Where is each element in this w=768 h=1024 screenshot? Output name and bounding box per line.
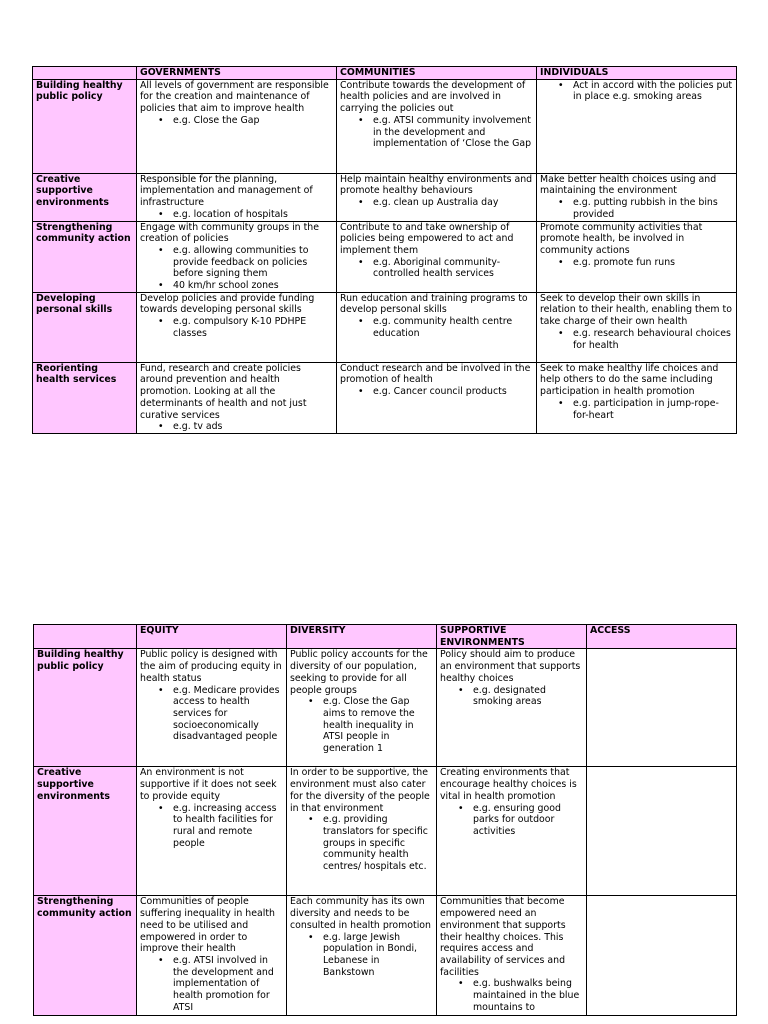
bullet-list bbox=[290, 932, 433, 979]
cell-text: Seek to develop their own skills in relation to their health, enabling them to take charge of their own health bbox=[540, 292, 732, 328]
table-row bbox=[33, 221, 737, 292]
table-cell bbox=[287, 649, 437, 767]
cell-text: All levels of government are responsible for the creation and maintenance of policies that aim to improve health bbox=[140, 79, 329, 115]
cell-text: Help maintain healthy environments and promote healthy behaviours bbox=[340, 173, 533, 197]
bullet-list bbox=[440, 978, 583, 1013]
row-label: Developing personal skills bbox=[33, 292, 137, 362]
bullet-list bbox=[140, 316, 333, 339]
bullet-list bbox=[140, 421, 333, 433]
table-row bbox=[34, 896, 737, 1016]
cell-text: Policy should aim to produce an environment that supports healthy choices bbox=[440, 649, 581, 684]
bullet-item: • e.g. clean up Australia day bbox=[373, 197, 533, 209]
cell-text: Public policy accounts for the diversity of our population, seeking to provide for all people groups bbox=[290, 649, 428, 696]
cell-text: Make better health choices using and maintaining the environment bbox=[540, 173, 717, 197]
row-label: Strengthening community action bbox=[34, 896, 137, 1016]
table-cell bbox=[137, 767, 287, 896]
bullet-list bbox=[140, 955, 283, 1014]
header-governments: GOVERNMENTS bbox=[137, 67, 337, 80]
header-cell-empty bbox=[33, 67, 137, 80]
table-row bbox=[34, 649, 737, 767]
table-cell bbox=[137, 79, 337, 173]
row-label: Strengthening community action bbox=[33, 221, 137, 292]
cell-text: Communities that become empowered need an environment that supports their healthy choices. This requires access and availability of services and facilities bbox=[440, 896, 566, 978]
table-cell bbox=[287, 896, 437, 1016]
bullet-item: • e.g. large Jewish population in Bondi, Lebanese in Bankstown bbox=[323, 932, 433, 979]
cell-text: Contribute towards the development of health policies and are involved in carrying the policies out bbox=[340, 79, 526, 115]
header-equity: EQUITY bbox=[137, 625, 287, 649]
table-cell bbox=[137, 221, 337, 292]
bullet-item: • e.g. Cancer council products bbox=[373, 386, 533, 398]
table-cell bbox=[287, 767, 437, 896]
header-access: ACCESS bbox=[587, 625, 737, 649]
bullet-item: • e.g. Medicare provides access to health services for socioeconomically disadvantaged people bbox=[173, 685, 283, 744]
bullet-item: • Act in accord with the policies put in place e.g. smoking areas bbox=[573, 80, 733, 103]
bullet-item: • e.g. participation in jump-rope-for-heart bbox=[573, 398, 733, 421]
table-cell bbox=[337, 79, 537, 173]
table-cell bbox=[137, 896, 287, 1016]
header-supportive-environments: SUPPORTIVE ENVIRONMENTS bbox=[437, 625, 587, 649]
bullet-list bbox=[340, 257, 533, 280]
table-row bbox=[33, 79, 737, 173]
bullet-list bbox=[140, 245, 333, 292]
cell-text: Seek to make healthy life choices and help others to do the same including participation in health promotion bbox=[540, 362, 719, 398]
cell-text: Engage with community groups in the creation of policies bbox=[140, 221, 319, 245]
cell-text: Run education and training programs to develop personal skills bbox=[340, 292, 528, 316]
cell-text: Each community has its own diversity and needs to be consulted in health promotion bbox=[290, 896, 431, 931]
bullet-list bbox=[140, 803, 283, 850]
table-header-row bbox=[33, 67, 737, 80]
bullet-list bbox=[540, 398, 733, 421]
table-cell bbox=[537, 79, 737, 173]
health-promotion-principles-table bbox=[33, 624, 737, 1016]
table-row bbox=[34, 767, 737, 896]
bullet-list bbox=[540, 328, 733, 351]
bullet-item: • e.g. research behavioural choices for health bbox=[573, 328, 733, 351]
cell-text: Responsible for the planning, implementation and management of infrastructure bbox=[140, 173, 313, 209]
table-cell bbox=[437, 767, 587, 896]
cell-text: Fund, research and create policies around prevention and health promotion. Looking at all the determinants of health and not just curative services bbox=[140, 362, 307, 421]
table-cell bbox=[137, 173, 337, 221]
bullet-item: • e.g. ensuring good parks for outdoor activities bbox=[473, 803, 583, 838]
bullet-list bbox=[440, 803, 583, 838]
bullet-item: • e.g. community health centre education bbox=[373, 316, 533, 339]
cell-text: Promote community activities that promote health, be involved in community actions bbox=[540, 221, 703, 256]
health-action-areas-by-group-table bbox=[32, 66, 737, 434]
header-communities: COMMUNITIES bbox=[337, 67, 537, 80]
bullet-item: • e.g. ATSI community involvement in the development and implementation of ‘Close the Gap bbox=[373, 115, 533, 150]
row-label: Reorienting health services bbox=[33, 362, 137, 433]
bullet-list bbox=[290, 696, 433, 755]
table-cell bbox=[537, 362, 737, 433]
table-cell bbox=[437, 896, 587, 1016]
cell-text: An environment is not supportive if it does not seek to provide equity bbox=[140, 767, 277, 802]
row-label: Building healthy public policy bbox=[33, 79, 137, 173]
bullet-list bbox=[340, 386, 533, 398]
cell-text: Contribute to and take ownership of policies being empowered to act and implement them bbox=[340, 221, 514, 256]
cell-text: Creating environments that encourage healthy choices is vital in health promotion bbox=[440, 767, 577, 802]
header-individuals: INDIVIDUALS bbox=[537, 67, 737, 80]
bullet-item: • e.g. promote fun runs bbox=[573, 257, 733, 269]
table-row bbox=[33, 173, 737, 221]
bullet-item: • e.g. Close the Gap bbox=[173, 115, 333, 127]
table-cell bbox=[337, 173, 537, 221]
bullet-item: • e.g. increasing access to health facilities for rural and remote people bbox=[173, 803, 283, 850]
row-label: Creative supportive environments bbox=[34, 767, 137, 896]
bullet-list bbox=[540, 197, 733, 220]
table-cell bbox=[437, 649, 587, 767]
bullet-item: • e.g. compulsory K-10 PDHPE classes bbox=[173, 316, 333, 339]
bullet-list bbox=[440, 685, 583, 708]
cell-text: Develop policies and provide funding towards developing personal skills bbox=[140, 292, 315, 316]
table-cell bbox=[537, 292, 737, 362]
row-label: Creative supportive environments bbox=[33, 173, 137, 221]
bullet-list bbox=[340, 316, 533, 339]
table-row bbox=[33, 292, 737, 362]
cell-text: Conduct research and be involved in the promotion of health bbox=[340, 362, 531, 386]
table-cell bbox=[137, 649, 287, 767]
bullet-list bbox=[140, 209, 333, 221]
bullet-item: • e.g. tv ads bbox=[173, 421, 333, 433]
bullet-item: • e.g. Aboriginal community-controlled health services bbox=[373, 257, 533, 280]
row-label: Building healthy public policy bbox=[34, 649, 137, 767]
bullet-item: • e.g. Close the Gap aims to remove the health inequality in ATSI people in generation 1 bbox=[323, 696, 433, 755]
bullet-item: • e.g. providing translators for specific groups in specific community health centres/ hospitals etc. bbox=[323, 814, 433, 873]
table-cell-access-empty bbox=[587, 649, 737, 767]
table-cell bbox=[537, 173, 737, 221]
bullet-list bbox=[140, 115, 333, 127]
cell-text: Communities of people suffering inequality in health need to be utilised and empowered in order to improve their health bbox=[140, 896, 275, 955]
bullet-item: • e.g. putting rubbish in the bins provided bbox=[573, 197, 733, 220]
table-cell-access-empty bbox=[587, 767, 737, 896]
table-cell bbox=[137, 292, 337, 362]
table-cell bbox=[337, 221, 537, 292]
table-cell bbox=[337, 292, 537, 362]
bullet-list bbox=[140, 685, 283, 744]
table-cell bbox=[337, 362, 537, 433]
bullet-list bbox=[540, 257, 733, 269]
bullet-list bbox=[340, 115, 533, 150]
bullet-item: • e.g. designated smoking areas bbox=[473, 685, 583, 708]
bullet-list bbox=[540, 80, 733, 103]
table-cell-access-empty bbox=[587, 896, 737, 1016]
bullet-item: • 40 km/hr school zones bbox=[173, 280, 333, 292]
table-cell bbox=[537, 221, 737, 292]
bullet-item: • e.g. location of hospitals bbox=[173, 209, 333, 221]
bullet-item: • e.g. ATSI involved in the development and implementation of health promotion for ATSI bbox=[173, 955, 283, 1014]
table-row bbox=[33, 362, 737, 433]
header-cell-empty bbox=[34, 625, 137, 649]
table-header-row bbox=[34, 625, 737, 649]
bullet-list bbox=[290, 814, 433, 873]
cell-text: Public policy is designed with the aim of producing equity in health status bbox=[140, 649, 282, 684]
table-cell bbox=[137, 362, 337, 433]
bullet-item: • e.g. bushwalks being maintained in the blue mountains to bbox=[473, 978, 583, 1013]
cell-text: In order to be supportive, the environment must also cater for the diversity of the people in that environment bbox=[290, 767, 430, 814]
header-diversity: DIVERSITY bbox=[287, 625, 437, 649]
bullet-item: • e.g. allowing communities to provide feedback on policies before signing them bbox=[173, 245, 333, 280]
bullet-list bbox=[340, 197, 533, 209]
